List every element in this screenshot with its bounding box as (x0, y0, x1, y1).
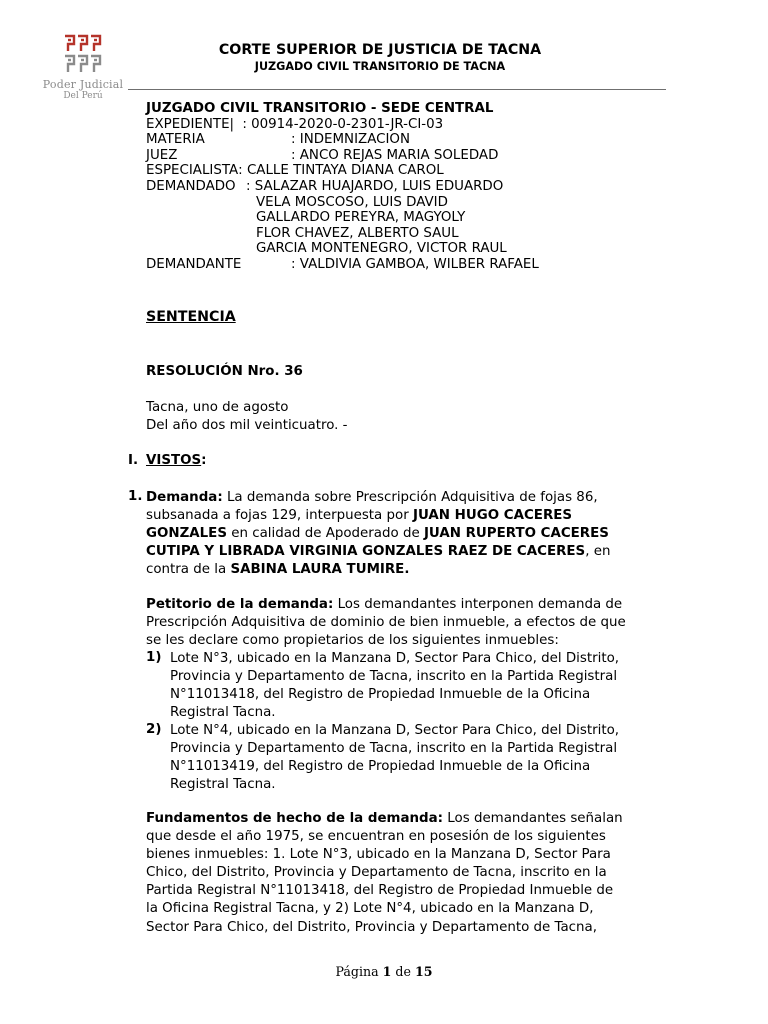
demanda-paragraph (146, 489, 658, 579)
demanda-line (146, 561, 658, 579)
place-date-line: Tacna, uno de agosto (146, 400, 289, 415)
list-item-line: Lote N°4, ubicado en la Manzana D, Sector Para Chico, del Distrito, (170, 723, 620, 738)
vistos-label: VISTOS (146, 453, 202, 468)
demanda-line (146, 489, 658, 507)
petitorio-label: Petitorio de la demanda: (146, 597, 334, 612)
expediente-value: : 00914-2020-0-2301-JR-CI-03 (242, 116, 444, 132)
fundamentos-line: Sector Para Chico, del Distrito, Provincia y Departamento de Tacna, (146, 919, 597, 935)
demandado-value: GARCIA MONTENEGRO, VICTOR RAUL (256, 241, 507, 257)
demanda-line (146, 543, 658, 561)
demandado-row (146, 210, 493, 226)
demanda-party: SABINA LAURA TUMIRE. (230, 562, 410, 578)
vistos-colon: : (201, 453, 207, 468)
court-subtitle: JUZGADO CIVIL TRANSITORIO DE TACNA (254, 60, 506, 73)
expediente-label: EXPEDIENTE| (146, 116, 235, 132)
especialista-value: : CALLE TINTAYA DIANA CAROL (238, 163, 444, 179)
petitorio-line (146, 596, 658, 614)
list-item-line: N°11013419, del Registro de Propiedad Inmueble de la Oficina (170, 759, 591, 775)
materia-label: MATERIA (146, 132, 205, 148)
fundamentos-label: Fundamentos de hecho de la demanda: (146, 811, 444, 826)
list-item-line: Registral Tacna. (170, 777, 276, 793)
materia-value: : INDEMNIZACION (291, 132, 410, 148)
demanda-party: GONZALES (146, 526, 227, 542)
demanda-text: subsanada a fojas 129, interpuesta por (146, 508, 413, 524)
especialista-label: ESPECIALISTA (146, 163, 239, 179)
list-item-line: Registral Tacna. (170, 705, 276, 721)
juez-row (146, 147, 499, 164)
petitorio-text: Los demandantes interponen demanda de (333, 597, 623, 612)
demandado-row (146, 226, 493, 242)
item-number: 1. (128, 489, 143, 504)
resolucion-heading: RESOLUCIÓN Nro. 36 (146, 364, 303, 379)
juez-label: JUEZ (146, 147, 178, 163)
vistos-heading (146, 453, 207, 468)
petitorio-paragraph (146, 596, 658, 650)
expediente-row (146, 117, 493, 133)
list-item-number: 1) (146, 650, 162, 665)
demandado-value: FLOR CHAVEZ, ALBERTO SAUL (256, 225, 459, 241)
case-info-block (146, 101, 539, 273)
fundamentos-line: la Oficina Registral Tacna, y 2) Lote N°4, ubicado en la Manzana D, (146, 901, 594, 917)
footer-current-page: 1 (382, 964, 392, 979)
fundamentos-line: bienes inmuebles: 1. Lote N°3, ubicado en la Manzana D, Sector Para (146, 847, 611, 863)
demandante-label: DEMANDANTE (146, 256, 242, 272)
demanda-text: La demanda sobre Prescripción Adquisitiva de fojas 86, (222, 490, 598, 505)
footer-page-word: Página (335, 964, 379, 979)
petitorio-line: Prescripción Adquisitiva de dominio de bien inmueble, a efectos de que (146, 615, 626, 631)
logo-text-del-peru: Del Perú (63, 91, 103, 101)
demanda-party: JUAN HUGO CACERES (412, 508, 573, 524)
demanda-text: , en (585, 544, 611, 560)
poder-judicial-emblem-icon (63, 34, 103, 74)
juez-value: : ANCO REJAS MARIA SOLEDAD (291, 147, 499, 163)
demandado-row (146, 241, 507, 257)
fundamentos-line: Partida Registral N°11013418, del Registro de Propiedad Inmueble de (146, 883, 614, 899)
demanda-party: CUTIPA Y LIBRADA VIRGINIA GONZALES RAEZ DE CACERES (146, 544, 586, 560)
court-name: JUZGADO CIVIL TRANSITORIO - SEDE CENTRAL (146, 101, 494, 116)
list-item (170, 722, 658, 794)
demanda-line (146, 525, 658, 543)
list-item-line: N°11013418, del Registro de Propiedad Inmueble de la Oficina (170, 687, 591, 703)
place-date-line: Del año dos mil veinticuatro. - (146, 418, 348, 433)
page-footer (0, 964, 768, 979)
list-item (170, 650, 658, 722)
list-item-line: Provincia y Departamento de Tacna, inscrito en la Partida Registral (170, 741, 618, 757)
sentencia-heading: SENTENCIA (146, 309, 236, 325)
list-item-line: Provincia y Departamento de Tacna, inscrito en la Partida Registral (170, 669, 618, 685)
section-number: I. (128, 453, 139, 468)
footer-of-word: de (395, 964, 411, 979)
demandado-value: GALLARDO PEREYRA, MAGYOLY (256, 210, 466, 226)
demandado-label: DEMANDADO (146, 178, 236, 194)
fundamentos-line: Chico, del Distrito, Provincia y Departamento de Tacna, inscrito en la (146, 865, 607, 881)
demandado-row (146, 178, 504, 195)
demandado-value: : SALAZAR HUAJARDO, LUIS EDUARDO (246, 178, 504, 194)
materia-row (146, 132, 493, 148)
list-item-line: Lote N°3, ubicado en la Manzana D, Sector Para Chico, del Distrito, (170, 651, 620, 666)
list-item-number: 2) (146, 722, 162, 737)
fundamentos-paragraph (146, 810, 658, 937)
logo-text-poder-judicial: Poder Judicial (42, 78, 124, 91)
demanda-text: en calidad de Apoderado de (226, 526, 424, 542)
fundamentos-line (146, 810, 658, 828)
demandado-value: VELA MOSCOSO, LUIS DAVID (256, 194, 448, 210)
fundamentos-line: que desde el año 1975, se encuentran en posesión de los siguientes (146, 829, 606, 845)
demandado-row (146, 195, 493, 211)
fundamentos-text: Los demandantes señalan (443, 811, 623, 826)
court-title: CORTE SUPERIOR DE JUSTICIA DE TACNA (218, 42, 542, 58)
demanda-party: JUAN RUPERTO CACERES (423, 526, 609, 542)
demanda-text: contra de la (146, 562, 231, 578)
footer-total-pages: 15 (414, 964, 433, 979)
demanda-line (146, 507, 658, 525)
demanda-label: Demanda: (146, 490, 223, 505)
demandante-value: : VALDIVIA GAMBOA, WILBER RAFAEL (291, 256, 539, 272)
demandante-row (146, 256, 539, 273)
petitorio-line: se les declare como propietarios de los siguientes inmuebles: (146, 633, 559, 649)
poder-judicial-logo (38, 34, 128, 101)
place-date (146, 399, 348, 435)
header-divider (128, 89, 666, 90)
especialista-row (146, 163, 493, 179)
